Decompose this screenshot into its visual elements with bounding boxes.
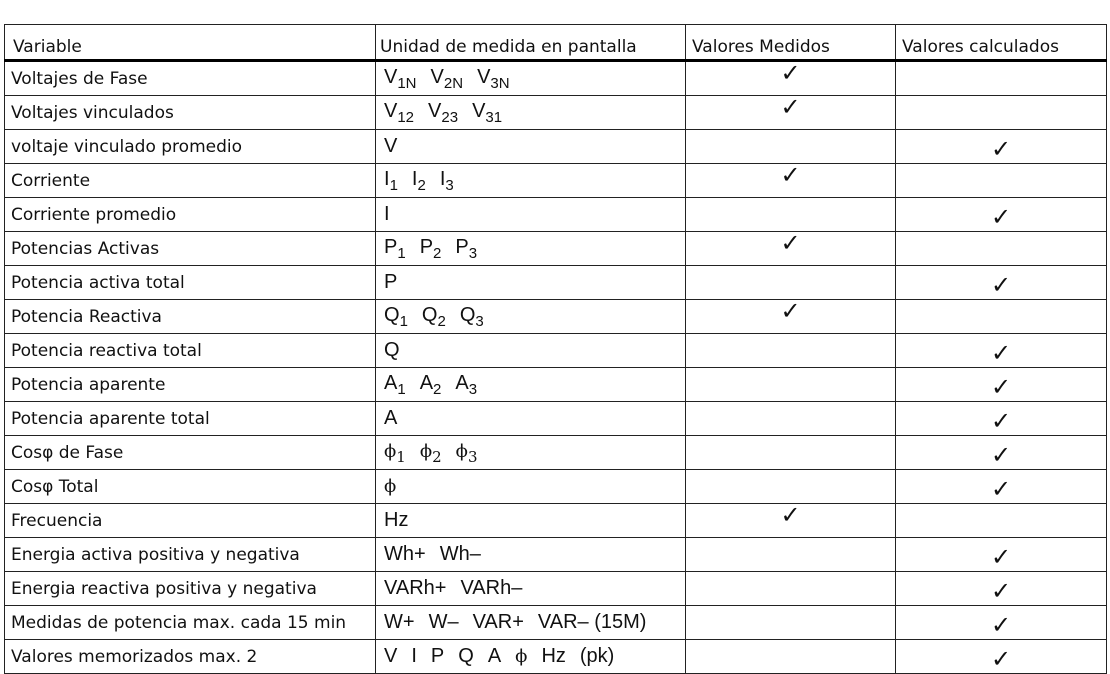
unit-base: ϕ [384, 476, 397, 497]
variable-cell: Energia activa positiva y negativa [5, 538, 376, 572]
table-row [5, 61, 1107, 96]
unit-symbol [460, 577, 522, 599]
unit-base: P [430, 645, 445, 667]
table-container [4, 24, 1106, 673]
unit-base: P [384, 271, 398, 293]
unit-base: W+ [384, 611, 415, 633]
unit-base: I [439, 167, 446, 190]
unit-cell [376, 300, 686, 334]
unit-base: A [384, 371, 398, 394]
calculated-cell [896, 164, 1107, 198]
unit-base: VAR+ [472, 611, 524, 633]
check-icon: ✓ [990, 610, 1012, 639]
calculated-cell [896, 334, 1107, 368]
unit-symbol [515, 646, 527, 667]
check-icon: ✓ [780, 58, 801, 87]
unit-base: P [419, 235, 434, 258]
unit-symbol [384, 371, 406, 398]
measured-cell [686, 130, 896, 164]
measured-cell [686, 368, 896, 402]
table-body [5, 58, 1107, 674]
table-row [5, 334, 1107, 368]
unit-subscript: 3 [468, 244, 478, 262]
check-icon: ✓ [990, 202, 1012, 231]
unit-cell [376, 164, 686, 198]
table-row [5, 504, 1107, 538]
unit-subscript: 1 [396, 447, 406, 466]
unit-base: Q [459, 303, 476, 326]
check-icon: ✓ [990, 372, 1012, 401]
unit-symbol [439, 167, 454, 194]
unit-subscript: 1 [397, 244, 406, 262]
check-icon: ✓ [780, 500, 801, 529]
variable-cell: Potencia reactiva total [5, 334, 376, 368]
calculated-cell [896, 504, 1107, 538]
calculated-cell [896, 61, 1107, 96]
unit-subscript: 1 [389, 176, 398, 194]
unit-cell [376, 606, 686, 640]
unit-base: A [455, 371, 469, 394]
variable-cell: Voltajes de Fase [5, 61, 376, 96]
unit-symbol [477, 65, 510, 92]
check-icon: ✓ [990, 576, 1012, 605]
calculated-cell [896, 198, 1107, 232]
unit-symbol [488, 645, 501, 667]
unit-base: Hz [384, 509, 409, 531]
check-icon: ✓ [780, 92, 801, 121]
unit-base: VAR– (15M) [537, 611, 647, 633]
measured-cell [686, 402, 896, 436]
unit-symbol [541, 645, 565, 667]
unit-cell [376, 538, 686, 572]
measured-cell [686, 296, 896, 334]
check-icon: ✓ [990, 542, 1012, 571]
header-unit: Unidad de medida en pantalla [376, 25, 686, 61]
variable-cell: Potencia Reactiva [5, 300, 376, 334]
table-row [5, 368, 1107, 402]
unit-cell [376, 504, 686, 538]
unit-cell [376, 368, 686, 402]
unit-symbol [384, 99, 415, 126]
check-icon: ✓ [990, 134, 1012, 163]
unit-subscript: 1 [399, 312, 408, 330]
unit-base: Q [384, 339, 400, 361]
check-icon: ✓ [780, 296, 801, 325]
unit-symbol [455, 440, 478, 466]
table-row [5, 640, 1107, 674]
measured-cell [686, 160, 896, 198]
table-row [5, 232, 1107, 266]
header-variable: Variable [5, 25, 376, 61]
header-calculated: Valores calculados [896, 25, 1107, 61]
unit-subscript: 1 [397, 380, 406, 398]
unit-symbol [384, 476, 396, 497]
calculated-cell [896, 368, 1107, 402]
calculated-cell [896, 266, 1107, 300]
unit-base: Q [421, 303, 438, 326]
table-row [5, 266, 1107, 300]
unit-subscript: 2 [417, 176, 426, 194]
unit-symbol [455, 371, 478, 398]
calculated-cell [896, 300, 1107, 334]
unit-symbol [429, 611, 459, 633]
measured-cell [686, 606, 896, 640]
calculated-cell [896, 538, 1107, 572]
unit-base: V [472, 99, 486, 122]
header-measured: Valores Medidos [686, 25, 896, 61]
unit-cell [376, 436, 686, 470]
measured-cell [686, 538, 896, 572]
check-icon: ✓ [990, 474, 1012, 503]
variable-cell: Corriente promedio [5, 198, 376, 232]
measured-cell [686, 198, 896, 232]
table-row [5, 538, 1107, 572]
unit-subscript: 2 [437, 312, 446, 330]
unit-base: V [384, 99, 398, 122]
unit-symbol [473, 611, 524, 633]
unit-symbol [384, 339, 400, 361]
unit-subscript: 2N [443, 74, 464, 92]
unit-symbol [384, 577, 446, 599]
unit-symbol [384, 235, 406, 262]
variable-cell: Valores memorizados max. 2 [5, 640, 376, 674]
calculated-cell [896, 572, 1107, 606]
measured-cell [686, 436, 896, 470]
check-icon: ✓ [990, 270, 1012, 299]
table-row [5, 300, 1107, 334]
calculated-cell [896, 606, 1107, 640]
unit-cell [376, 334, 686, 368]
unit-symbol [384, 135, 397, 157]
unit-symbol [428, 99, 459, 126]
measured-cell [686, 572, 896, 606]
unit-symbol [472, 99, 503, 126]
unit-cell [376, 640, 686, 674]
unit-symbol [459, 303, 484, 330]
unit-base: Hz [541, 645, 566, 667]
unit-base: P [455, 235, 469, 258]
unit-symbol [384, 271, 397, 293]
unit-base: V [430, 65, 444, 88]
unit-base: V [384, 135, 398, 157]
variable-cell: Energia reactiva positiva y negativa [5, 572, 376, 606]
unit-subscript: 12 [397, 108, 415, 126]
unit-base: Wh– [439, 543, 481, 565]
measured-cell [686, 640, 896, 674]
unit-base: ϕ [419, 440, 433, 462]
check-icon: ✓ [990, 406, 1012, 435]
unit-base: Wh+ [384, 543, 426, 565]
variable-cell: Medidas de potencia max. cada 15 min [5, 606, 376, 640]
unit-symbol [384, 509, 408, 531]
unit-base: ϕ [515, 646, 528, 667]
table-row [5, 96, 1107, 130]
check-icon: ✓ [780, 160, 801, 189]
unit-symbol [538, 611, 647, 633]
unit-cell [376, 402, 686, 436]
unit-base: Q [384, 303, 400, 326]
variable-cell: Potencia aparente total [5, 402, 376, 436]
unit-symbol [411, 167, 426, 194]
unit-base: I [411, 167, 418, 190]
check-icon: ✓ [990, 338, 1012, 367]
unit-base: P [384, 235, 398, 258]
unit-subscript: 1N [397, 74, 417, 92]
measurement-table [4, 24, 1107, 674]
unit-subscript: 31 [485, 108, 503, 126]
unit-symbol [384, 543, 426, 565]
unit-subscript: 3 [468, 380, 478, 398]
table-row [5, 198, 1107, 232]
unit-symbol [455, 235, 478, 262]
calculated-cell [896, 640, 1107, 674]
unit-base: Q [458, 645, 474, 667]
variable-cell: Cosφ de Fase [5, 436, 376, 470]
table-row [5, 402, 1107, 436]
unit-subscript: 3N [490, 74, 510, 92]
unit-base: V [477, 65, 491, 88]
unit-symbol [411, 645, 417, 667]
unit-cell [376, 61, 686, 96]
unit-symbol [440, 543, 481, 565]
variable-cell: Cosφ Total [5, 470, 376, 504]
unit-base: V [384, 645, 398, 667]
unit-base: A [419, 371, 434, 394]
variable-cell: Potencia activa total [5, 266, 376, 300]
unit-base: VARh– [460, 577, 523, 599]
measured-cell [686, 92, 896, 130]
unit-symbol [419, 235, 442, 262]
unit-subscript: 3 [445, 176, 454, 194]
unit-symbol [384, 440, 406, 466]
unit-symbol [384, 203, 390, 225]
measured-cell [686, 334, 896, 368]
unit-symbol [384, 645, 397, 667]
unit-subscript: 2 [433, 244, 442, 262]
table-row [5, 606, 1107, 640]
unit-symbol [421, 303, 446, 330]
unit-base: ϕ [455, 440, 468, 462]
unit-cell [376, 572, 686, 606]
measured-cell [686, 58, 896, 96]
unit-symbol [580, 645, 614, 667]
variable-cell: voltaje vinculado promedio [5, 130, 376, 164]
unit-symbol [384, 65, 417, 92]
unit-subscript: 23 [441, 108, 459, 126]
check-icon: ✓ [990, 644, 1012, 673]
table-row [5, 572, 1107, 606]
variable-cell: Potencias Activas [5, 232, 376, 266]
unit-cell [376, 96, 686, 130]
calculated-cell [896, 232, 1107, 266]
unit-base: A [384, 407, 398, 429]
table-row [5, 130, 1107, 164]
unit-symbol [384, 167, 398, 194]
unit-symbol [419, 371, 442, 398]
unit-subscript: 2 [433, 380, 442, 398]
variable-cell: Potencia aparente [5, 368, 376, 402]
unit-symbol [384, 407, 397, 429]
unit-base: V [428, 99, 442, 122]
unit-base: VARh+ [384, 577, 447, 599]
header-row [5, 25, 1107, 61]
unit-base: (pk) [579, 645, 615, 667]
calculated-cell [896, 130, 1107, 164]
unit-symbol [419, 440, 442, 466]
measured-cell [686, 228, 896, 266]
unit-subscript: 2 [432, 447, 442, 466]
unit-cell [376, 232, 686, 266]
measured-cell [686, 266, 896, 300]
table-row [5, 164, 1107, 198]
unit-symbol [458, 645, 474, 667]
unit-cell [376, 198, 686, 232]
unit-cell [376, 130, 686, 164]
measured-cell [686, 500, 896, 538]
calculated-cell [896, 402, 1107, 436]
check-icon: ✓ [990, 440, 1012, 469]
unit-symbol [430, 65, 464, 92]
measured-cell [686, 470, 896, 504]
check-icon: ✓ [780, 228, 801, 257]
calculated-cell [896, 470, 1107, 504]
unit-subscript: 3 [467, 447, 478, 466]
calculated-cell [896, 96, 1107, 130]
unit-subscript: 3 [475, 312, 484, 330]
unit-base: A [487, 645, 502, 667]
table-row [5, 470, 1107, 504]
unit-base: V [384, 65, 398, 88]
unit-symbol [384, 303, 408, 330]
unit-base: ϕ [384, 440, 397, 462]
unit-base: I [384, 203, 390, 225]
unit-cell [376, 470, 686, 504]
table-row [5, 436, 1107, 470]
unit-base: I [411, 645, 417, 667]
variable-cell: Voltajes vinculados [5, 96, 376, 130]
unit-base: I [384, 167, 390, 190]
unit-symbol [384, 611, 415, 633]
unit-cell [376, 266, 686, 300]
variable-cell: Frecuencia [5, 504, 376, 538]
unit-symbol [431, 645, 444, 667]
calculated-cell [896, 436, 1107, 470]
unit-base: W– [428, 611, 459, 633]
variable-cell: Corriente [5, 164, 376, 198]
